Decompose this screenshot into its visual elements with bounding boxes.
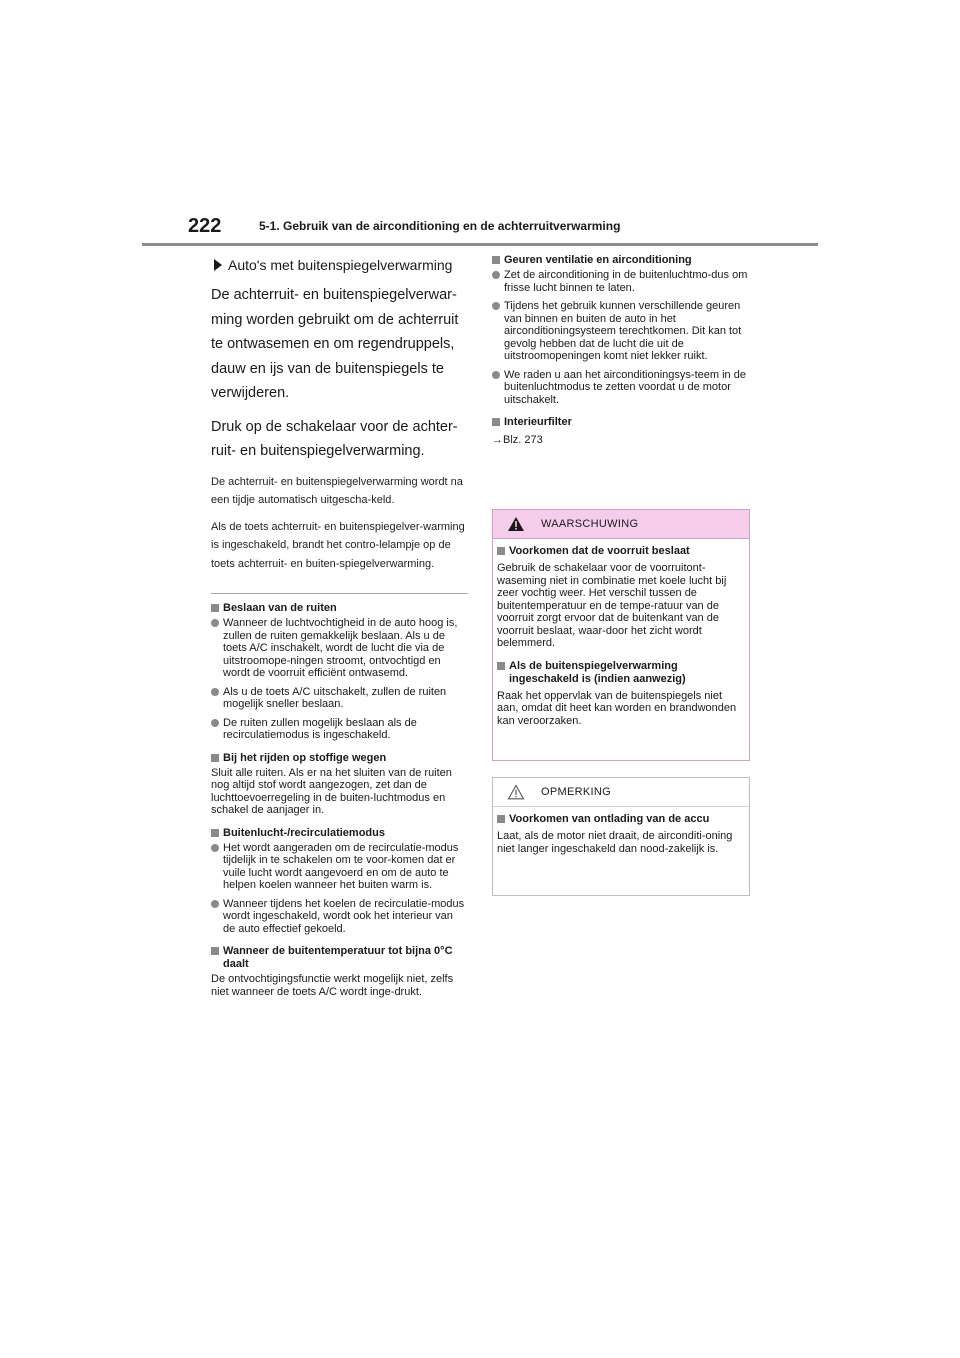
triangle-bullet-icon <box>214 259 222 271</box>
section-title: 5-1. Gebruik van de airconditioning en de achterruitverwarming <box>259 219 621 233</box>
page-reference: →Blz. 273 <box>492 434 543 446</box>
section-heading: Bij het rijden op stoffige wegen <box>211 752 468 765</box>
bullet-item: Wanneer de luchtvochtigheid in de auto hoog is, zullen de ruiten gemakkelijk beslaan. Als u de toets A/C inschakelt, wordt de lucht die via de uitstroomope-ningen stroomt, ontvochtigd en wordt de voorruit efficiënt ontwasemd. <box>211 617 468 680</box>
warning-text: Raak het oppervlak van de buitenspiegels niet aan, omdat dit heet kan worden en brandwonden kan veroorzaken. <box>497 689 737 727</box>
info-paragraph: De achterruit- en buitenspiegelverwarming wordt na een tijdje automatisch uitgescha-keld. <box>211 475 463 506</box>
section-heading: Geuren ventilatie en airconditioning <box>492 254 750 267</box>
info-paragraph: Als de toets achterruit- en buitenspiegelver-warming is ingeschakeld, brandt het contro-lelampje op de toets achterruit- en buiten-spiegelverwarming. <box>211 520 465 570</box>
intro-title: Auto's met buitenspiegelverwarming <box>211 256 468 274</box>
intro-instruction: Druk op de schakelaar voor de achter-ruit- en buitenspiegelverwarming. <box>211 418 458 459</box>
warning-label: WAARSCHUWING <box>541 518 639 530</box>
left-column <box>211 256 468 1006</box>
bullet-item: Wanneer tijdens het koelen de recirculatie-modus wordt ingeschakeld, wordt ook het interieur van de auto effectief gekoeld. <box>211 898 468 936</box>
section-heading: Buitenlucht-/recirculatiemodus <box>211 827 468 840</box>
note-header <box>493 778 749 807</box>
note-label: OPMERKING <box>541 786 611 798</box>
right-column <box>492 254 750 447</box>
caution-icon <box>507 784 525 800</box>
bullet-item: De ruiten zullen mogelijk beslaan als de recirculatiemodus is ingeschakeld. <box>211 717 468 742</box>
note-heading: Voorkomen van ontlading van de accu <box>497 813 745 826</box>
section-heading: Beslaan van de ruiten <box>211 602 468 615</box>
bullet-item: Als u de toets A/C uitschakelt, zullen de ruiten mogelijk sneller beslaan. <box>211 686 468 711</box>
section-text: Sluit alle ruiten. Als er na het sluiten van de ruiten nog altijd stof wordt aangezogen, zet dan de luchttoevoerregeling in de buiten-luchtmodus en schakel de aanjager in. <box>211 766 452 816</box>
warning-box <box>492 509 750 761</box>
bullet-item: Tijdens het gebruik kunnen verschillende geuren van binnen en buiten de auto in het airconditioningsysteem terechtkomen. Dit kan tot gevolg hebben dat de lucht die uit de uitstroomopeningen komt niet lekker ruikt. <box>492 300 750 363</box>
warning-heading: Als de buitenspiegelverwarming ingeschakeld is (indien aanwezig) <box>497 660 745 686</box>
warning-header <box>493 510 749 539</box>
section-heading: Wanneer de buitentemperatuur tot bijna 0°C daalt <box>211 945 468 971</box>
warning-icon <box>507 516 525 532</box>
page-number: 222 <box>188 215 222 237</box>
warning-heading: Voorkomen dat de voorruit beslaat <box>497 545 745 558</box>
note-box <box>492 777 750 896</box>
divider <box>211 593 468 594</box>
warning-text: Gebruik de schakelaar voor de voorruitont-waseming niet in combinatie met koele lucht bij zeer vochtig weer. Het verschil tussen de buitentemperatuur en de tempe-ratuur van de voorruit zorgt ervoor dat de buitenkant van de voorruit beslaat, waar-door het zicht wordt belemmerd. <box>497 562 727 649</box>
bullet-item: We raden u aan het airconditioningsys-teem in de buitenluchtmodus te zetten voordat u de motor uitschakelt. <box>492 369 750 407</box>
intro-paragraph: De achterruit- en buitenspiegelverwar-ming worden gebruikt om de achterruit te ontwasemen en om regendruppels, dauw en ijs van de buitenspiegels te verwijderen. <box>211 287 459 401</box>
header-rule <box>142 243 818 246</box>
section-heading: Interieurfilter <box>492 416 750 429</box>
note-text: Laat, als de motor niet draait, de airconditi-oning niet langer ingeschakeld dan nood-zakelijk is. <box>497 830 733 855</box>
bullet-item: Zet de airconditioning in de buitenluchtmo-dus om frisse lucht binnen te laten. <box>492 269 750 294</box>
section-text: De ontvochtigingsfunctie werkt mogelijk niet, zelfs niet wanneer de toets A/C wordt inge-drukt. <box>211 973 454 998</box>
bullet-item: Het wordt aangeraden om de recirculatie-modus tijdelijk in te schakelen om te voor-komen dat er vuile lucht wordt aangevoerd en om de auto te helpen koelen wanneer het buiten warm is. <box>211 842 468 892</box>
